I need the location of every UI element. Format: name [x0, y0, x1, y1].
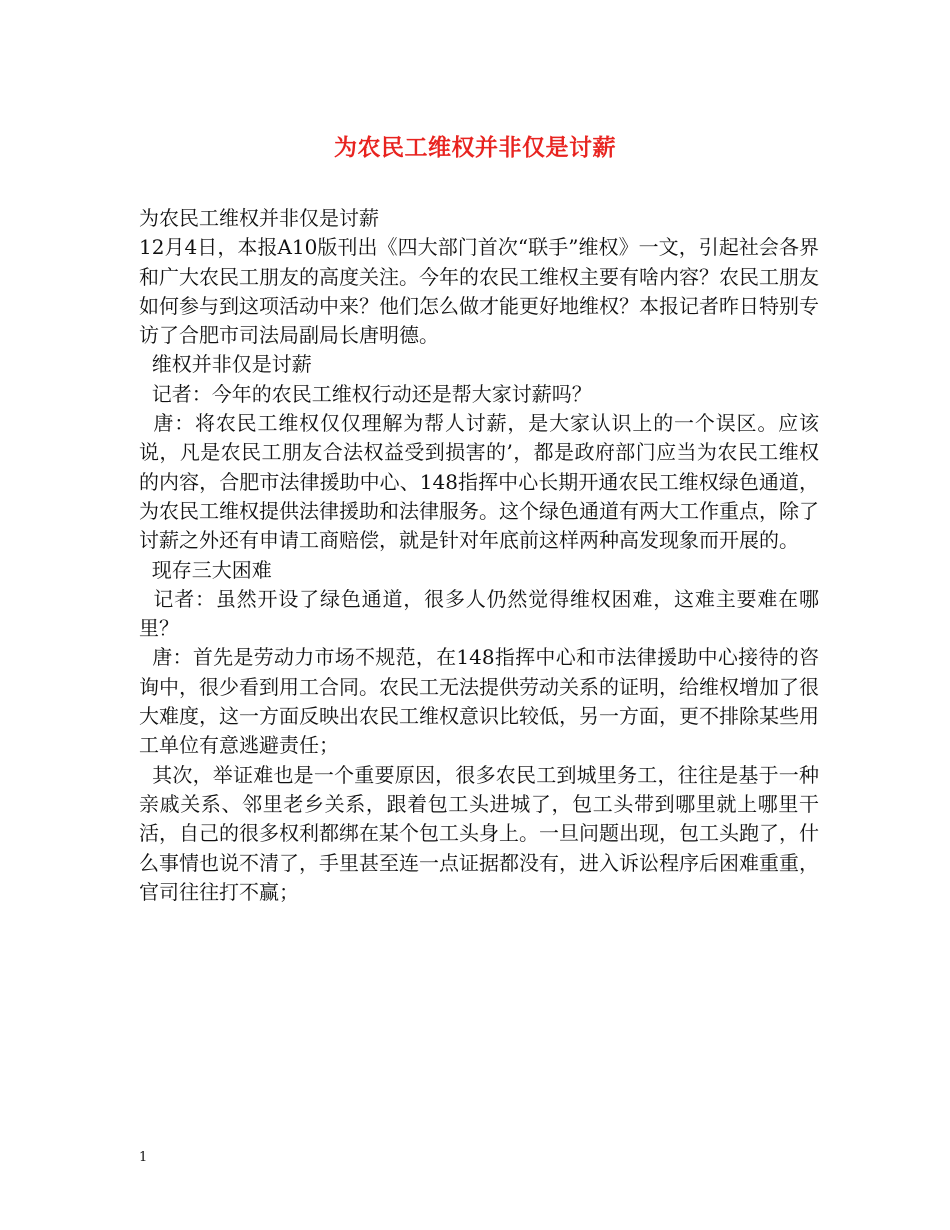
paragraph: 12月4日，本报A10版刊出《四大部门首次“联手”维权》一文，引起社会各界和广大农民工朋友的高度关注。今年的农民工维权主要有啥内容？农民工朋友如何参与到这项活动中来？他们怎么做才能更好地维权？本报记者昨日特别专访了合肥市司法局副局长唐明德。	[139, 235, 819, 348]
paragraph: 为农民工维权并非仅是讨薪	[139, 206, 379, 230]
paragraph: 唐：将农民工维权仅仅理解为帮人讨薪，是大家认识上的一个误区。应该说，凡是农民工朋友合法权益受到损害的’，都是政府部门应当为农民工维权的内容，合肥市法律援助中心、148指挥中心长期开通农民工维权绿色通道，为农民工维权提供法律援助和法律服务。这个绿色通道有两大工作重点，除了讨薪之外还有申请工商赔偿，就是针对年底前这样两种高发现象而开展的。	[139, 411, 820, 553]
paragraph: 记者：虽然开设了绿色通道，很多人仍然觉得维权困难，这难主要难在哪里？	[139, 586, 820, 641]
paragraph: 记者：今年的农民工维权行动还是帮大家讨薪吗？	[139, 381, 592, 406]
document-body	[139, 204, 819, 907]
section-heading: 现存三大困难	[139, 557, 272, 582]
section-heading: 维权并非仅是讨薪	[139, 352, 312, 377]
document-title: 为农民工维权并非仅是讨薪	[334, 135, 616, 161]
page-number: 1	[139, 1150, 148, 1165]
paragraph: 唐：首先是劳动力市场不规范，在148指挥中心和市法律援助中心接待的咨询中，很少看到用工合同。农民工无法提供劳动关系的证明，给维权增加了很大难度，这一方面反映出农民工维权意识比较低，另一方面，更不排除某些用工单位有意逃避责任；	[139, 645, 819, 758]
paragraph: 其次，举证难也是一个重要原因，很多农民工到城里务工，往往是基于一种亲戚关系、邻里老乡关系，跟着包工头进城了，包工头带到哪里就上哪里干活，自己的很多权利都绑在某个包工头身上。一旦问题出现，包工头跑了，什么事情也说不清了，手里甚至连一点证据都没有，进入诉讼程序后困难重重，官司往往打不赢；	[139, 762, 820, 904]
